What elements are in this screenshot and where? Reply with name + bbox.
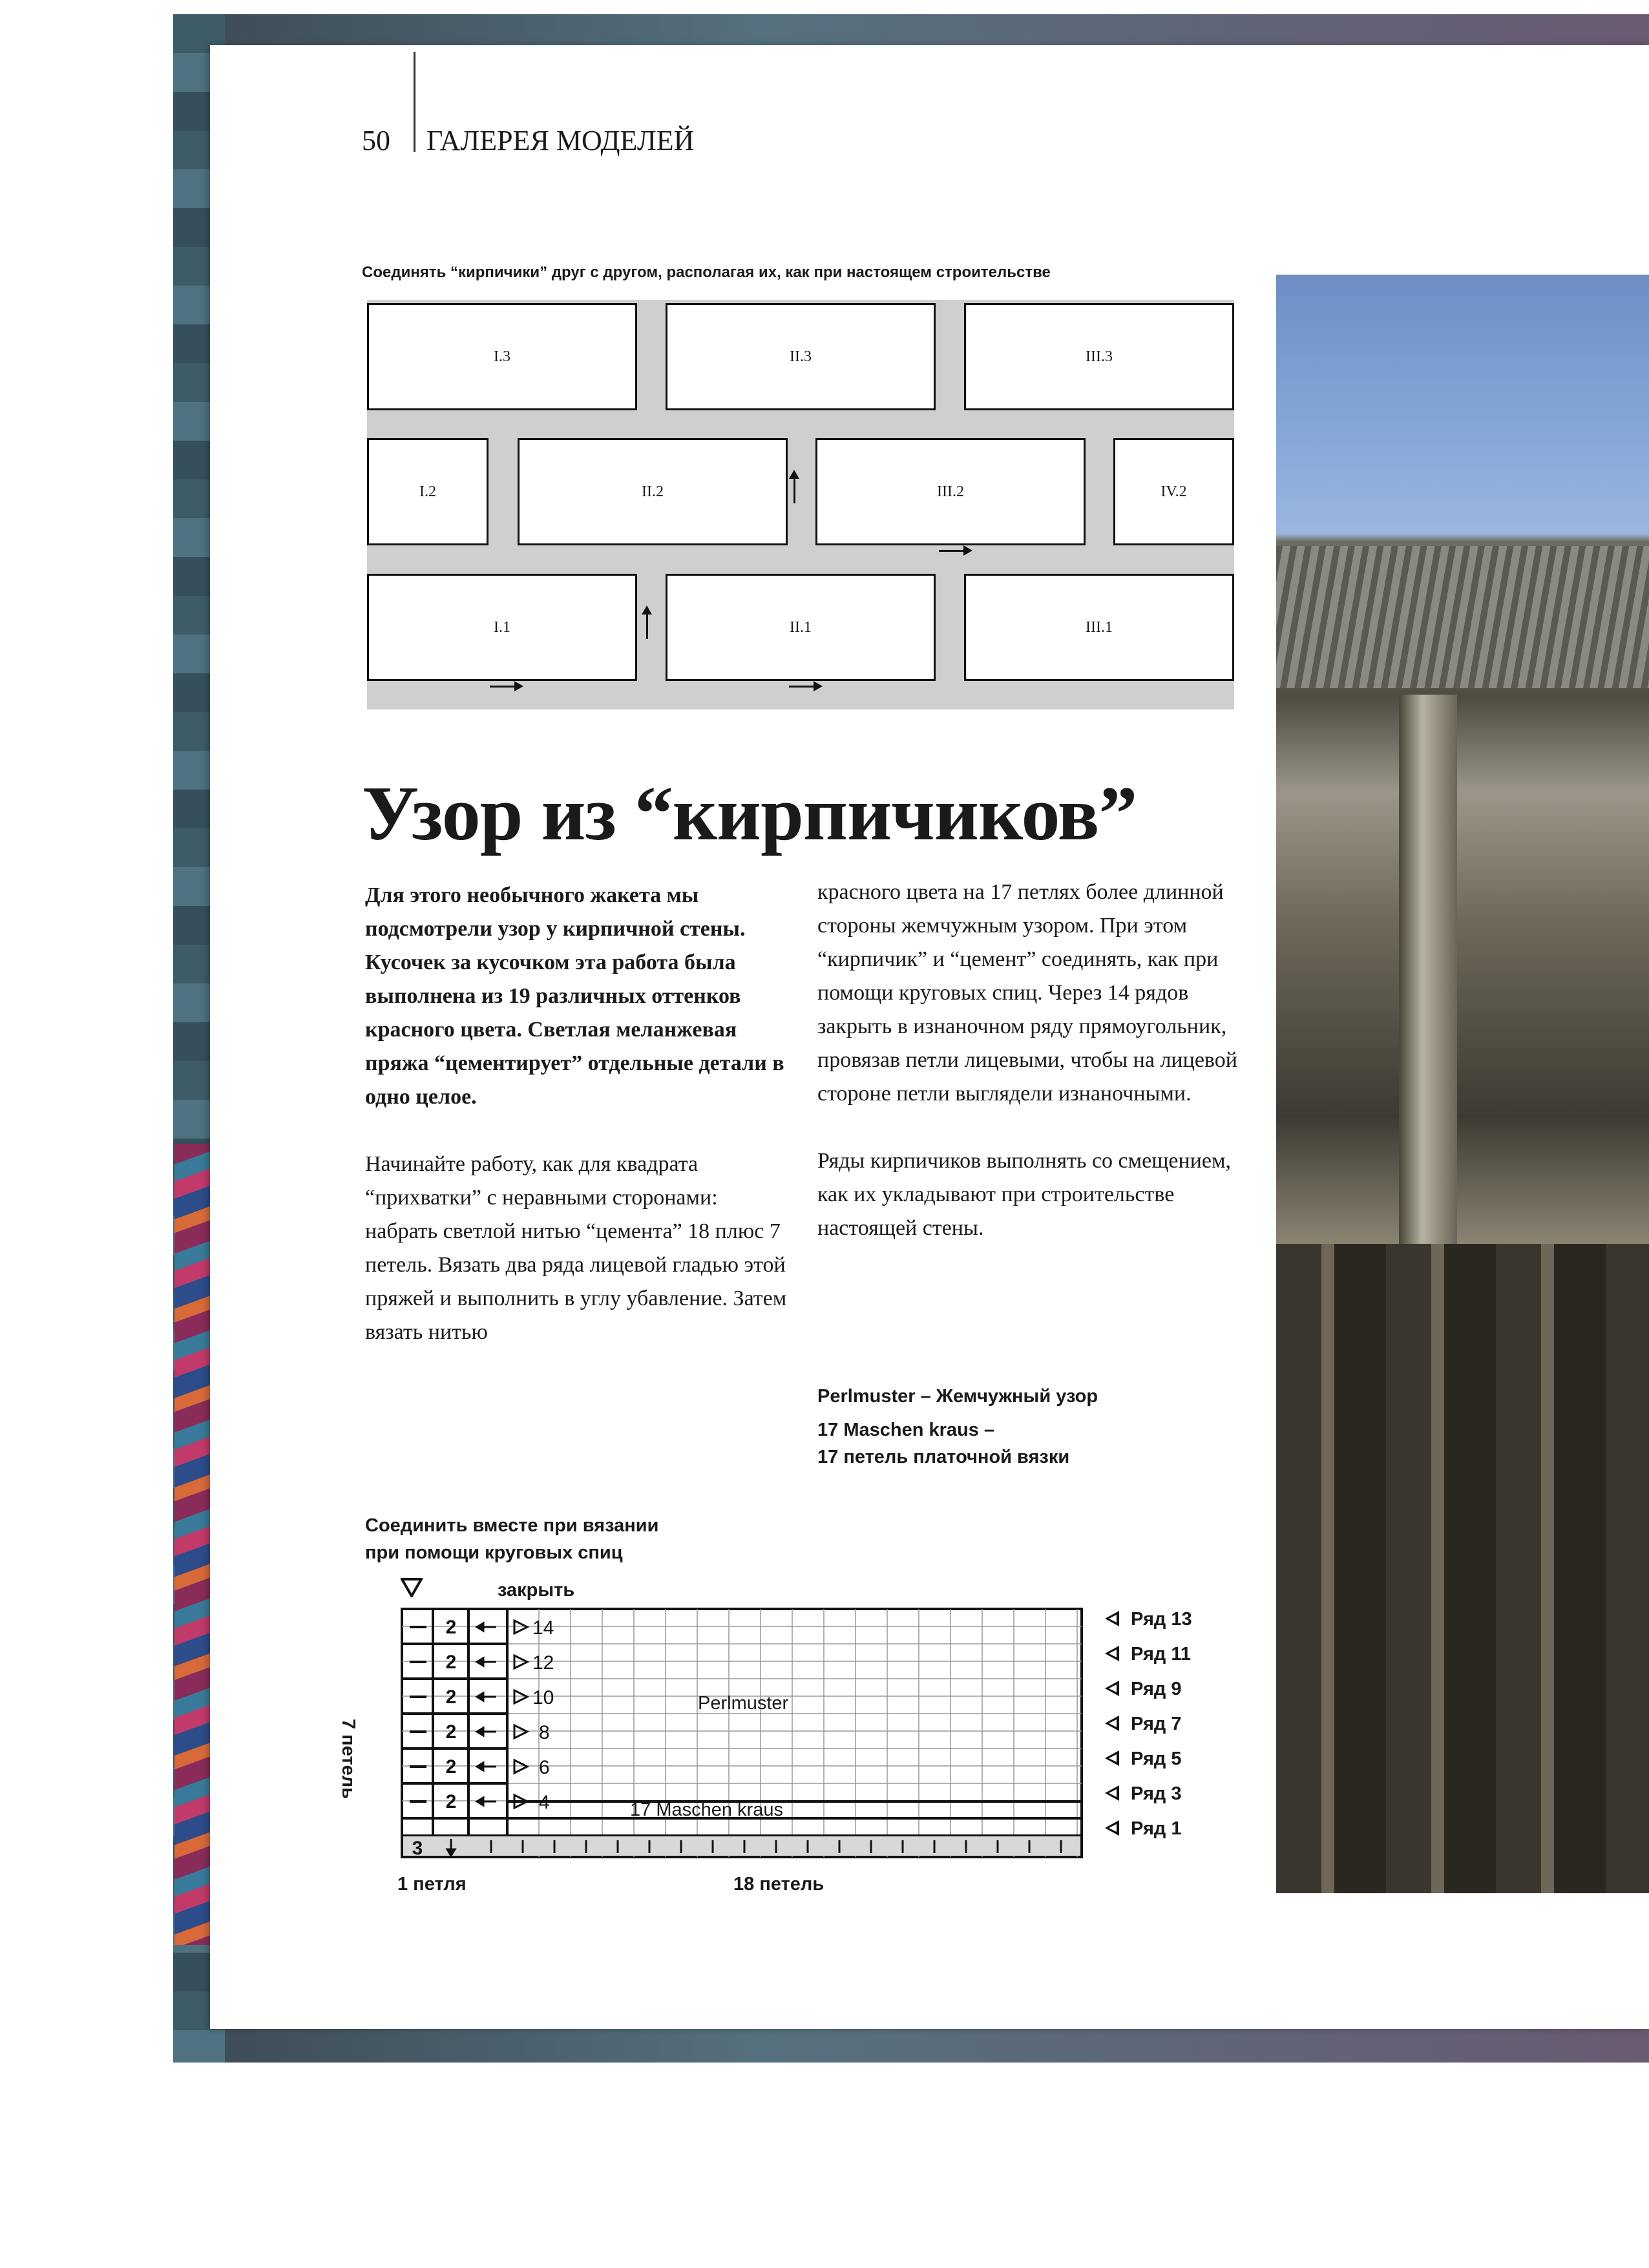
left-triangle-icon (1105, 1785, 1119, 1801)
arrow-right-icon (789, 686, 815, 688)
corner-value: 3 (412, 1838, 423, 1859)
article-title: Узор из “кирпичиков” (362, 770, 1137, 856)
brick-ii3 (666, 303, 936, 410)
left-side-label: 7 петель (338, 1719, 359, 1800)
brick-diagram (367, 300, 1234, 709)
brick-label: III.2 (937, 483, 964, 500)
brick-label: I.3 (494, 348, 510, 365)
row-legend-item (1105, 1714, 1181, 1735)
brick-label: IV.2 (1161, 483, 1187, 500)
left-triangle-icon (1105, 1646, 1119, 1661)
brick-iv2 (1113, 438, 1234, 545)
brick-i2 (367, 438, 488, 545)
row-legend-text: Ряд 9 (1131, 1679, 1182, 1699)
row-legend-item (1105, 1818, 1181, 1840)
left-triangle-icon (1105, 1681, 1119, 1696)
article-paragraph: Ряды кирпичиков выполнять со смещением, как их укладывают при строительстве настоящей стены. (817, 1149, 1232, 1240)
brick-label: II.2 (642, 483, 664, 500)
col-two-value: 2 (445, 1756, 457, 1778)
photo-wooden-barn (1276, 275, 1649, 1893)
brick-label: I.2 (419, 483, 436, 500)
pattern-legend-caption (817, 1383, 1270, 1471)
section-title: ГАЛЕРЕЯ МОДЕЛЕЙ (426, 125, 695, 156)
row-legend-text: Ряд 11 (1131, 1644, 1192, 1664)
left-triangle-icon (1105, 1716, 1119, 1731)
article-lead: Для этого необычного жакета мы подсмотрели узор у кирпичной стены. Кусочек за кусочком эта работа была выполнена из 19 различных оттенков красного цвета. Светлая меланжевая пряжа “цементирует” отдельные детали в одно целое. (365, 883, 784, 1109)
page-number: 50 (362, 125, 390, 156)
brick-iii1 (964, 574, 1234, 681)
legend-perlmuster: Perlmuster – Жемчужный узор (817, 1386, 1098, 1407)
knitting-chart-grid (401, 1608, 1086, 1866)
arrow-up-icon (793, 478, 795, 503)
brick-ii1 (666, 574, 936, 681)
left-triangle-icon (1105, 1820, 1119, 1836)
left-triangle-icon (1105, 1750, 1119, 1766)
join-caption (365, 1512, 817, 1566)
brick-label: III.1 (1086, 618, 1113, 636)
left-triangle-icon (1105, 1611, 1119, 1626)
brick-i3 (367, 303, 637, 410)
col-two-value: 2 (445, 1686, 457, 1708)
brick-label: II.1 (790, 618, 812, 636)
col-two-value: 2 (445, 1791, 457, 1812)
row-legend-text: Ряд 3 (1131, 1783, 1182, 1804)
row-number: 12 (532, 1652, 554, 1674)
row-legend-text: Ряд 13 (1131, 1609, 1192, 1630)
row-number: 8 (539, 1722, 550, 1743)
legend-kraus-translation: 17 петель платочной вязки (817, 1447, 1070, 1467)
join-caption-line: Соединить вместе при вязании (365, 1515, 659, 1536)
arrow-right-icon (490, 686, 516, 688)
brick-label: II.3 (790, 348, 812, 365)
photo-boards (1276, 1244, 1649, 1893)
col-two-value: 2 (445, 1721, 457, 1743)
row-number: 10 (532, 1687, 554, 1708)
arrow-right-icon (939, 550, 965, 552)
arrow-up-icon (646, 613, 648, 639)
col-two-value: 2 (445, 1652, 457, 1673)
row-legend-text: Ряд 5 (1131, 1748, 1182, 1769)
down-triangle-icon (401, 1578, 423, 1597)
row-number: 4 (539, 1792, 550, 1813)
header-rule (414, 52, 415, 152)
bottom-left-label: 1 петля (397, 1874, 467, 1895)
bottom-right-label: 18 петель (733, 1874, 824, 1895)
brick-i1 (367, 574, 637, 681)
brick-label: III.3 (1086, 348, 1113, 365)
row-legend-text: Ряд 1 (1131, 1818, 1182, 1839)
row-legend-item (1105, 1679, 1181, 1700)
row-number: 6 (539, 1757, 550, 1778)
photo-roof (1276, 546, 1649, 688)
perlmuster-label: Perlmuster (698, 1693, 789, 1714)
brick-diagram-caption: Соединять “кирпичики” друг с другом, располагая их, как при настоящем строительстве (362, 264, 1051, 281)
brick-iii2 (815, 438, 1086, 545)
article-paragraph: красного цвета на 17 петлях более длинной стороны жемчужным узором. При этом “кирпичик” и “цемент” соединять, как при помощи круговых спиц. Через 14 рядов закрыть в изнаночном ряду прямоугольник, провязав петли лицевыми, чтобы на лицевой стороне петли выглядели изнаночными. (817, 880, 1237, 1106)
knitting-chart (401, 1608, 1086, 1866)
row-legend-item (1105, 1748, 1181, 1770)
legend-kraus: 17 Maschen kraus – (817, 1420, 995, 1440)
text-column-right (817, 876, 1244, 1279)
text-column-left (365, 879, 792, 1383)
row-legend-item (1105, 1644, 1191, 1665)
row-legend-text: Ряд 7 (1131, 1714, 1182, 1734)
brick-ii2 (518, 438, 788, 545)
row-legend-item (1105, 1783, 1181, 1805)
col-two-value: 2 (445, 1617, 457, 1638)
row-number: 14 (532, 1617, 554, 1639)
join-caption-line: при помощи круговых спиц (365, 1542, 623, 1563)
brick-label: I.1 (494, 618, 510, 636)
close-label: закрыть (498, 1580, 575, 1601)
row-legend-item (1105, 1609, 1192, 1630)
brick-iii3 (964, 303, 1234, 410)
kraus-label: 17 Maschen kraus (630, 1800, 783, 1820)
article-paragraph: Начинайте работу, как для квадрата “прихватки” с неравными сторонами: набрать светлой нитью “цемента” 18 плюс 7 петель. Вязать два ряда лицевой гладью этой пряжей и выполнить в углу убавление. Затем вязать нитью (365, 1152, 787, 1344)
